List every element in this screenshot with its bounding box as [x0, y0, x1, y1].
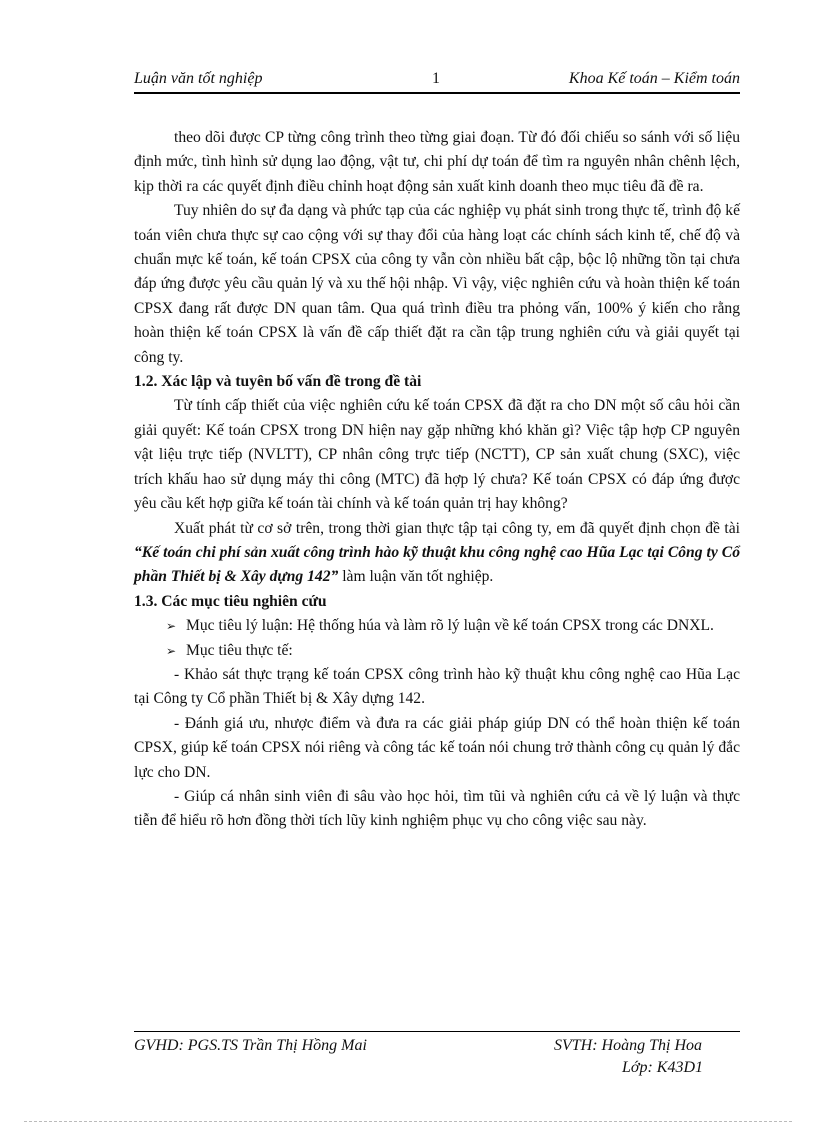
paragraph-2: Tuy nhiên do sự đa dạng và phức tạp của các nghiệp vụ phát sinh trong thực tế, trình độ kế toán viên chưa thực sự cao cộng với sự thay đổi của hàng loạt các chính sách kinh tế, chế độ và chuẩn mực kế toán, kế toán CPSX của công ty vẫn còn nhiều bất cập, bộc lộ những tồn tại chưa đáp ứng được yêu cầu quản lý và xu thế hội nhập. Vì vậy, việc nghiên cứu và hoàn thiện kế toán CPSX đang rất được DN quan tâm. Qua quá trình điều tra phỏng vấn, 100% ý kiến cho rằng hoàn thiện kế toán CPSX là vấn đề cấp thiết đặt ra cần tập trung nghiên cứu và giải quyết tại công ty. [134, 202, 740, 366]
bullet-text: Mục tiêu thực tế: [186, 641, 293, 659]
bullet-text: Mục tiêu lý luận: Hệ thống húa và làm rõ lý luận về kế toán CPSX trong các DNXL. [186, 617, 714, 635]
bullet-item-theory [134, 614, 740, 638]
paragraph-4-start: Xuất phát từ cơ sở trên, trong thời gian thực tập tại công ty, em đã quyết định chọn đề tài [174, 519, 740, 537]
paragraph-1: theo dõi được CP từng công trình theo từng giai đoạn. Từ đó đối chiếu so sánh với số liệu định mức, tình hình sử dụng lao động, vật tư, chi phí dự toán để tìm ra nguyên nhân chênh lệch, kịp thời ra các quyết định điều chỉnh hoạt động sản xuất kinh doanh theo mục tiêu đã đề ra. [134, 129, 740, 195]
thesis-title: “Kế toán chi phí sản xuất công trình hào kỹ thuật khu công nghệ cao Hũa Lạc tại Công ty Cổ phần Thiết bị & Xây dựng 142” [134, 543, 740, 586]
objective-item-3: - Giúp cá nhân sinh viên đi sâu vào học hỏi, tìm tũi và nghiên cứu cả về lý luận và thực tiễn để hiểu rõ hơn đồng thời tích lũy kinh nghiệm phục vụ cho công việc sau này. [134, 787, 740, 830]
header-thesis-label: Luận văn tốt nghiệp [134, 70, 263, 87]
page-footer [134, 1031, 740, 1092]
header-faculty-label: Khoa Kế toán – Kiểm toán [568, 70, 740, 87]
bullet-item-practice [134, 639, 740, 663]
page-number: 1 [432, 70, 440, 87]
objective-item-2: - Đánh giá ưu, nhược điểm và đưa ra các giải pháp giúp DN có thể hoàn thiện kế toán CPSX, giúp kế toán CPSX nói riêng và công tác kế toán nói chung trở thành công cụ quản lý đắc lực cho DN. [134, 714, 740, 781]
arrow-bullet-icon: ➢ [166, 643, 177, 658]
arrow-bullet-icon: ➢ [166, 619, 177, 634]
document-body [134, 126, 740, 834]
objective-item-1: - Khảo sát thực trạng kế toán CPSX công trình hào kỹ thuật khu công nghệ cao Hũa Lạc tại Công ty Cổ phần Thiết bị & Xây dựng 142. [134, 665, 740, 708]
paragraph-4-end: làm luận văn tốt nghiệp. [338, 568, 494, 586]
page-bottom-divider [24, 1121, 792, 1122]
footer-class: Lớp: K43D1 [622, 1059, 703, 1076]
paragraph-4 [134, 517, 740, 590]
paragraph-3: Từ tính cấp thiết của việc nghiên cứu kế toán CPSX đã đặt ra cho DN một số câu hỏi cần giải quyết: Kế toán CPSX trong DN hiện nay gặp những khó khăn gì? Việc tập hợp CP nguyên vật liệu trực tiếp (NVLTT), CP nhân công trực tiếp (NCTT), CP sản xuất chung (SXC), việc trích khấu hao sử dụng máy thi công (MTC) đã hợp lý chưa? Kế toán CPSX có đáp ứng được yêu cầu kết hợp giữa kế toán tài chính và kế toán quản trị hay không? [134, 397, 740, 513]
section-heading-1-2: 1.2. Xác lập và tuyên bố vấn đề trong đề tài [134, 373, 422, 391]
footer-student: SVTH: Hoàng Thị Hoa [554, 1037, 703, 1054]
section-heading-1-3: 1.3. Các mục tiêu nghiên cứu [134, 592, 327, 610]
page-header [134, 68, 740, 94]
footer-supervisor: GVHD: PGS.TS Trần Thị Hồng Mai [134, 1037, 367, 1054]
